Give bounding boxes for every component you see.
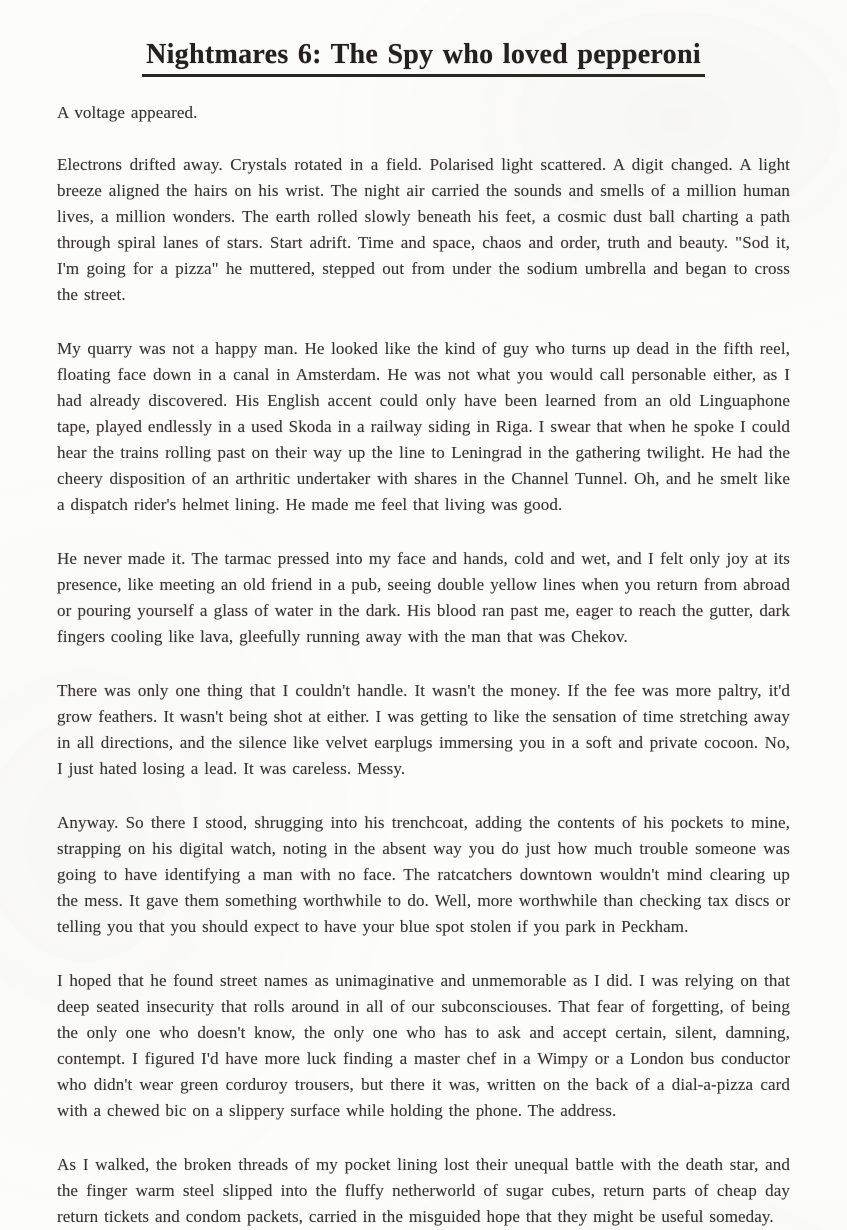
paragraph: Anyway. So there I stood, shrugging into his trenchcoat, adding the contents of his pockets to mine, strapping on his digital watch, noting in the absent way you do just how much trouble someone was going to have identifying a man with no face. The ratcatchers downtown wouldn't mind clearing up the mess. It gave them something worthwhile to do. Well, more worthwhile than checking tax discs or telling you that you should expect to have your blue spot stolen if you park in Peckham. xyxy=(57,813,790,936)
document-body xyxy=(57,100,790,1230)
paragraph-closing: As I walked, the broken threads of my pocket lining lost their unequal battle with the death star, and the finger warm steel slipped into the fluffy netherworld of sugar cubes, return parts of cheap day return tickets and condom packets, carried in the misguided hope that they might be useful someday. xyxy=(57,1155,790,1226)
title-row xyxy=(57,38,790,77)
paragraph: My quarry was not a happy man. He looked like the kind of guy who turns up dead in the fifth reel, floating face down in a canal in Amsterdam. He was not what you would call personable either, as I had already discovered. His English accent could only have been learned from an old Linguaphone tape, played endlessly in a used Skoda in a railway siding in Riga. I swear that when he spoke I could hear the trains rolling past on their way up the line to Leningrad in the gathering twilight. He had the cheery disposition of an arthritic undertaker with shares in the Channel Tunnel. Oh, and he smelt like a dispatch rider's helmet lining. He made me feel that living was good. xyxy=(57,339,790,514)
paragraph-opening: A voltage appeared. xyxy=(57,103,198,122)
paragraph: There was only one thing that I couldn't handle. It wasn't the money. If the fee was more paltry, it'd grow feathers. It wasn't being shot at either. I was getting to like the sensation of time stretching away in all directions, and the silence like velvet earplugs immersing you in a soft and private cocoon. No, I just hated losing a lead. It was careless. Messy. xyxy=(57,681,790,778)
paragraph: Electrons drifted away. Crystals rotated in a field. Polarised light scattered. A digit changed. A light breeze aligned the hairs on his wrist. The night air carried the sounds and smells of a million human lives, a million wonders. The earth rolled slowly beneath his feet, a cosmic dust ball charting a path through spiral lanes of stars. Start adrift. Time and space, chaos and order, truth and beauty. "Sod it, I'm going for a pizza" he muttered, stepped out from under the sodium umbrella and began to cross the street. xyxy=(57,155,790,304)
paragraph: I hoped that he found street names as unimaginative and unmemorable as I did. I was relying on that deep seated insecurity that rolls around in all of our subconsciouses. That fear of forgetting, of being the only one who doesn't know, the only one who has to ask and accept certain, silent, damning, contempt. I figured I'd have more luck finding a master chef in a Wimpy or a London bus conductor who didn't wear green corduroy trousers, but there it was, written on the back of a dial-a-pizza card with a chewed bic on a slippery surface while holding the phone. The address. xyxy=(57,971,790,1120)
paragraph: He never made it. The tarmac pressed into my face and hands, cold and wet, and I felt only joy at its presence, like meeting an old friend in a pub, seeing double yellow lines when you return from abroad or pouring yourself a glass of water in the dark. His blood ran past me, eager to reach the gutter, dark fingers cooling like lava, gleefully running away with the man that was Chekov. xyxy=(57,549,790,646)
document-title: Nightmares 6: The Spy who loved pepperoni xyxy=(142,38,705,77)
